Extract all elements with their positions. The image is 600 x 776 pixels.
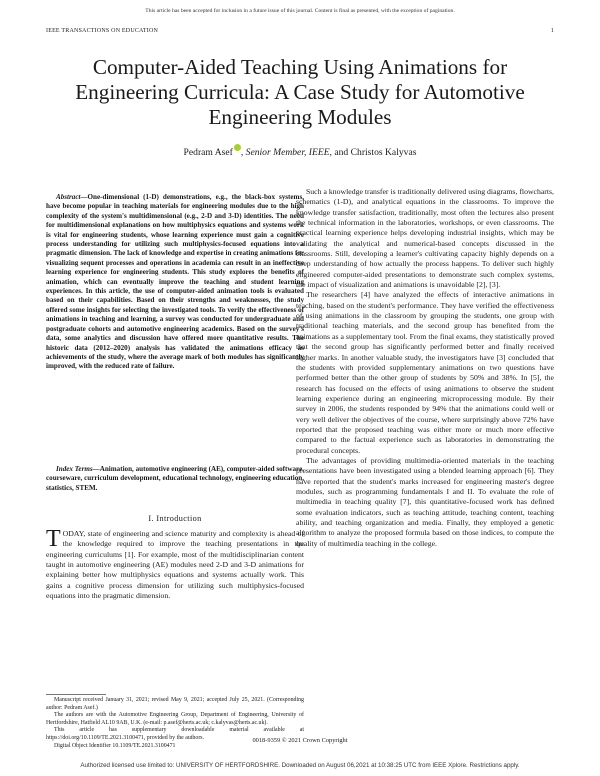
right-paragraph-1: Such a knowledge transfer is traditionally delivered using diagrams, flowcharts, schematics (1-D), and analytical equations in the classrooms. To improve the knowledge transfer satisfaction, traditionally, most often the lectures also present the technical information in the laboratories, workshops, or even classrooms. The practical learning experience helps developing industrial insights, which may be validating the analytical and numerical-based concepts discussed in the classrooms. Still, developing a learner's cultivating capacity highly depends on a deep understanding of how actually the process happens. To deliver such highly engineered computer-aided presentations to demonstrate such complex systems, the impact of visualization and animations is unavoidable [2], [3].	[296, 187, 554, 290]
copyright-line: 0018-9359 © 2021 Crown Copyright	[252, 737, 348, 744]
acceptance-note: This article has been accepted for inclusion in a future issue of this journal. Content is final as presented, with the exception of pagination.	[145, 8, 455, 14]
author-first-suffix: , Senior Member, IEEE,	[240, 147, 332, 158]
abstract	[46, 193, 304, 372]
footnote-rule	[46, 694, 106, 695]
author-line	[40, 144, 560, 158]
page-number: 1	[550, 28, 554, 34]
dropcap: T	[46, 526, 61, 552]
abstract-text: —One-dimensional (1-D) demonstrations, e.g., the black-box systems, have become popular in teaching materials for engineering modules due to the high complexity of the system's multidimensional (e.g., 2-D and 3-D) identities. The need for multidimensional explanations on how multiphysics equations and systems work is vital for engineering students, whose learning experience must gain a cognitive process understanding for utilizing such multiphysics-focused equations into a pragmatic dimension. The lack of knowledge and expertise in creating animations for visualizing sequent processes and operations in academia can result in an ineffective learning experience for engineering students. This study explores the benefits of animation, which can eventually improve the teaching and student learning experiences. In this article, the use of computer-aided animation tools is evaluated based on their capabilities. Based on their strengths and weaknesses, the study offered some insights for selecting the investigated tools. To verify the effectiveness of animations in teaching and learning, a survey was conducted for undergraduate and postgraduate cohorts and automotive engineering academics. Based on the survey's data, some analytics and discussion have offered more quantitative results. The historic data (2012–2020) analysis has validated the animations efficacy as achievements of the study, where the average mark of both modules has significantly improved, with the reduced rate of failure.	[46, 193, 304, 371]
abstract-label: Abstract	[56, 193, 81, 201]
intro-lead: ODAY,	[62, 529, 86, 538]
introduction-paragraph	[46, 526, 304, 601]
journal-name: IEEE TRANSACTIONS ON EDUCATION	[46, 28, 159, 34]
author-rest: and Christos Kalyvas	[331, 147, 417, 158]
index-terms	[46, 465, 304, 493]
running-head	[46, 28, 554, 34]
footnote-affiliation: The authors are with the Automotive Engineering Group, Department of Engineering, University of Hertfordshire, Hatfield AL10 9AB, U.K. (e-mail: p.asef@herts.ac.uk; c.kalyvas@herts.ac.uk).	[46, 712, 304, 726]
section-heading: I. Introduction	[148, 514, 202, 523]
index-terms-text: —Animation, automotive engineering (AE), computer-aided software, courseware, curriculum development, educational technology, engineering education, statistics, STEM.	[46, 465, 304, 492]
footnote-supplementary: This article has supplementary downloadable material available at https://doi.org/10.1109/TE.2021.3100471, provided by the authors.	[46, 727, 304, 741]
footnote-doi: Digital Object Identifier 10.1109/TE.2021.3100471	[54, 742, 176, 749]
license-footer: Authorized licensed use limited to: UNIVERSITY OF HERTFORDSHIRE. Downloaded on August 06,2021 at 10:38:25 UTC from IEEE Xplore. Restrictions apply.	[80, 762, 520, 769]
paper-title: Computer-Aided Teaching Using Animations for Engineering Curricula: A Case Study for Automotive Engineering Modules	[75, 55, 525, 129]
author-first: Pedram Asef	[183, 147, 233, 158]
footnote-received: Manuscript received January 31, 2021; revised May 9, 2021; accepted July 25, 2021. (Corresponding author: Pedram Asef.)	[46, 697, 304, 711]
orcid-icon[interactable]	[234, 144, 241, 151]
right-column	[296, 187, 554, 549]
right-paragraph-2: The researchers [4] have analyzed the effects of interactive animations in teaching, based on the student's performance. They have verified the effectiveness of using animations in the classroom by grouping the students, one group with traditional teaching materials, and the second group has benefited from the animations as a supplementary tool. From the final exams, they statistically proved that the second group has significantly performed better and finally received higher marks. In another valuable study, the investigators have [3] concluded that the students with provided supplementary animations on two questions have performed better than the other group of students by 50% and 38%. In [5], the research has focused on the effects of using animations to observe the student learning experience during an engineering microprocessing module. By their survey in 2006, the students responded by 94% that the animations could well or very well deliver the objectives of the course, where surprisingly above 72% have reported that the proposed teaching was either more or much more effective compared to the factual experience such as laboratories in demonstrating the procedural concepts.	[296, 290, 554, 455]
right-paragraph-3: The advantages of providing multimedia-oriented materials in the teaching presentations have been investigated using a blended learning approach [6]. They have reported that the student's marks increased for engineering master's degree modules, such as programming fundamentals I and II. To evaluate the role of multimedia in teaching quality [7], this quantitative-focused work has defined some evaluation indicators, such as teaching attitude, teaching content, teaching ability, and teaching organization and media. Finally, they employed a genetic algorithm to analyze the proposed formula based on those indices, to compute the quality of multimedia teaching in the college.	[296, 455, 554, 548]
index-terms-label: Index Terms	[56, 465, 93, 473]
intro-text: state of engineering and science maturity and complexity is ahead of the knowledge required to improve the teaching presentations in the engineering curriculums [1]. For example, most of the multidisciplinarian content taught in automotive engineering (AE) modules need 2-D and 3-D animations for explaining better how multiphysics equations and systems actually work. This gains a cognitive process dimension for utilizing such multiphysics-focused equations into the pragmatic dimension.	[46, 529, 304, 601]
